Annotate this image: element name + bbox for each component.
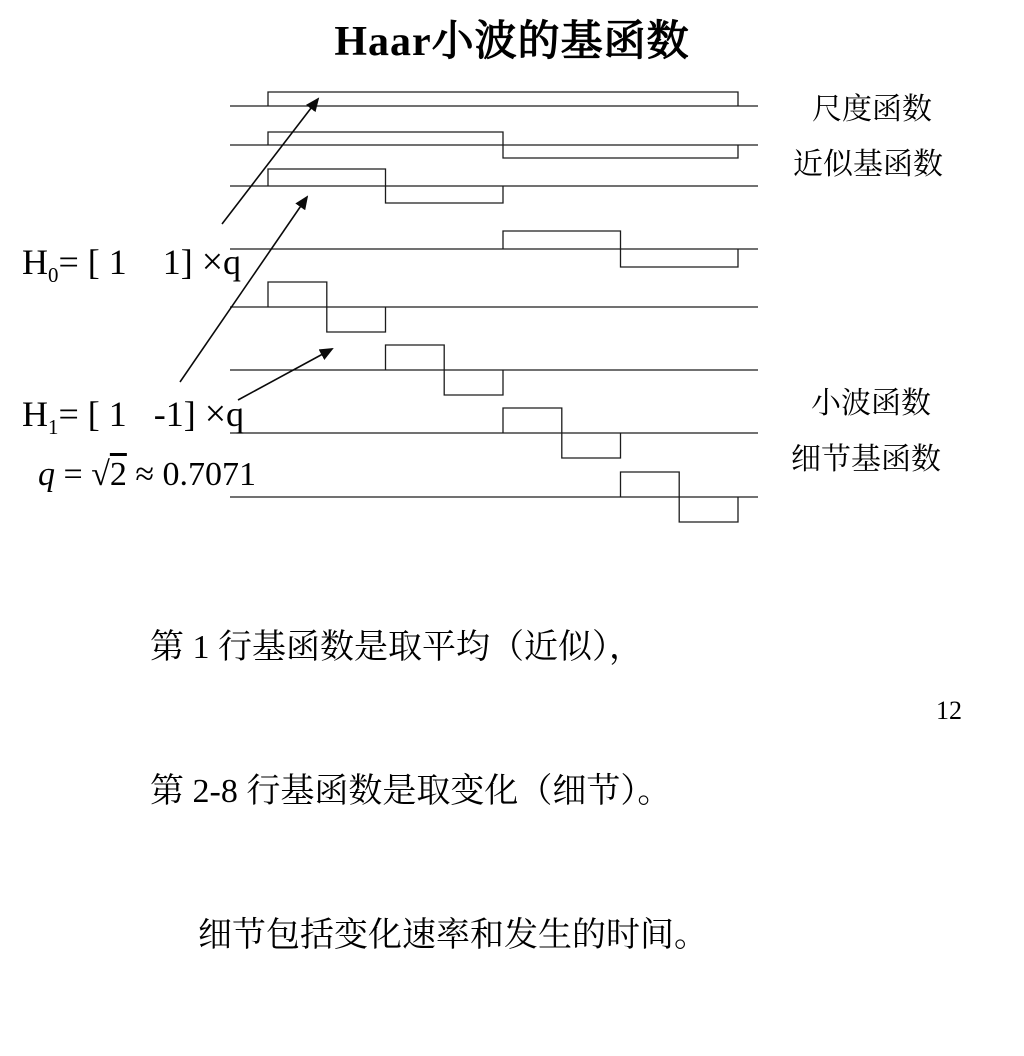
note-line-2: 第 2-8 行基函数是取变化（细节）。 bbox=[150, 773, 672, 810]
h0-subscript: 0 bbox=[48, 263, 59, 288]
multiply-sign: × bbox=[201, 241, 224, 283]
note-line-1: 第 1 行基函数是取平均（近似）， bbox=[150, 629, 643, 666]
h1-symbol: H bbox=[22, 394, 48, 434]
annotation-arrow bbox=[180, 197, 307, 382]
annotation-arrow bbox=[238, 349, 332, 400]
h0-body: = [ 1 1] bbox=[58, 242, 202, 282]
note-line-3: 细节包括变化速率和发生的时间。 bbox=[198, 917, 708, 954]
q-variable: q bbox=[38, 456, 55, 493]
notes-block bbox=[150, 528, 708, 1056]
equals-sign: = bbox=[55, 456, 92, 493]
radicand: 2 bbox=[109, 456, 127, 493]
q-value: ≈ 0.7071 bbox=[126, 456, 257, 493]
h1-factor: q bbox=[226, 394, 245, 434]
label-approximation-basis: 近似基函数 bbox=[793, 148, 943, 181]
slide-title: Haar小波的基函数 bbox=[334, 19, 690, 65]
page-number: 12 bbox=[936, 696, 962, 725]
label-scaling-function: 尺度函数 bbox=[812, 93, 932, 126]
basis-row-pulse bbox=[268, 92, 738, 106]
multiply-sign: × bbox=[204, 393, 227, 435]
h0-symbol: H bbox=[22, 242, 48, 282]
formula-h0 bbox=[22, 241, 242, 288]
h1-subscript: 1 bbox=[48, 415, 59, 440]
formula-q-definition bbox=[38, 456, 256, 493]
label-detail-basis: 细节基函数 bbox=[791, 443, 941, 476]
formula-h1 bbox=[22, 393, 245, 440]
label-wavelet-function: 小波函数 bbox=[811, 387, 931, 420]
annotation-arrow bbox=[222, 99, 318, 224]
h1-body: = [ 1 -1] bbox=[58, 394, 205, 434]
radical-sign: √ bbox=[91, 456, 110, 493]
h0-factor: q bbox=[223, 242, 242, 282]
